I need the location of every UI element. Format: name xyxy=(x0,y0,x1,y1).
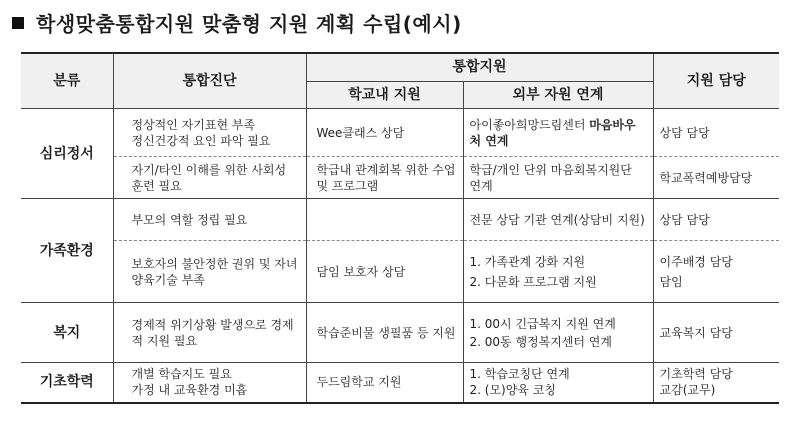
external-support-cell: 1. 가족관계 강화 지원 2. 다문화 프로그램 지원 xyxy=(463,241,653,303)
staff-cell: 기초학력 담당 교감(교무) xyxy=(659,367,733,398)
external-support-cell: 1. 00시 긴급복지 지원 연계 2. 00동 행정복지센터 연계 xyxy=(463,303,653,363)
school-support-cell xyxy=(306,157,463,199)
header-school-support: 학교내 지원 xyxy=(306,81,463,109)
external-support-cell: 학급/개인 단위 마음회복지원단 연계 xyxy=(463,157,653,199)
staff-cell: 교육복지 담당 xyxy=(653,303,779,363)
staff-cell: 학교폭력예방담당 xyxy=(653,157,779,199)
school-support-cell: 두드림학교 지원 xyxy=(306,363,463,403)
staff-cell: 상담 담당 xyxy=(653,199,779,241)
page-title xyxy=(12,8,462,37)
voucher-emphasis: 마음바우처 xyxy=(469,117,636,148)
staff-cell: 이주배경 담당 담임 xyxy=(653,241,779,303)
support-plan-table xyxy=(21,52,779,404)
category-cell: 복지 xyxy=(21,303,113,363)
school-support-cell: 담임 보호자 상담 xyxy=(306,241,463,303)
diagnosis-cell: 자기/타인 이해를 위한 사회성 훈련 필요 xyxy=(113,157,306,199)
header-support: 통합지원 xyxy=(306,53,653,81)
school-support-cell: Wee클래스 상담 xyxy=(306,109,463,157)
school-support-cell xyxy=(306,199,463,241)
diagnosis-cell: 정상적인 자기표현 부족 정신건강적 요인 파악 필요 xyxy=(113,109,306,157)
school-support-cell: 학습준비물 생필품 등 지원 xyxy=(306,303,463,363)
external-support-cell: 전문 상담 기관 연계(상담비 지원) xyxy=(463,199,653,241)
external-support-cell xyxy=(463,109,653,157)
square-bullet-icon xyxy=(12,17,24,29)
header-category: 분류 xyxy=(21,53,113,109)
external-support-cell: 1. 학습코칭단 연계 2. (모)양육 코칭 xyxy=(463,363,653,403)
diagnosis-cell: 부모의 역할 정립 필요 xyxy=(113,199,306,241)
category-cell: 기초학력 xyxy=(21,363,113,403)
diagnosis-cell: 경제적 위기상황 발생으로 경제적 지원 필요 xyxy=(113,303,306,363)
page-title-text: 학생맞춤통합지원 맞춤형 지원 계획 수립(예시) xyxy=(36,12,462,36)
category-cell: 가족환경 xyxy=(21,199,113,303)
diagnosis-cell: 보호자의 불안정한 권위 및 자녀 양육기술 부족 xyxy=(113,241,306,303)
staff-cell: 상담 담당 xyxy=(653,109,779,157)
header-diagnosis: 통합진단 xyxy=(113,53,306,109)
header-staff: 지원 담당 xyxy=(653,53,779,109)
category-cell: 심리정서 xyxy=(21,109,113,199)
header-external-support: 외부 자원 연계 xyxy=(463,81,653,109)
diagnosis-cell: 개별 학습지도 필요 가정 내 교육환경 미흡 xyxy=(113,363,306,403)
school-support-text: 학급내 관계회복 위한 수업 및 프로그램 xyxy=(316,162,456,193)
external-tail: 연계 xyxy=(481,133,509,148)
external-text: 아이좋아희망드림센터 xyxy=(469,117,590,132)
